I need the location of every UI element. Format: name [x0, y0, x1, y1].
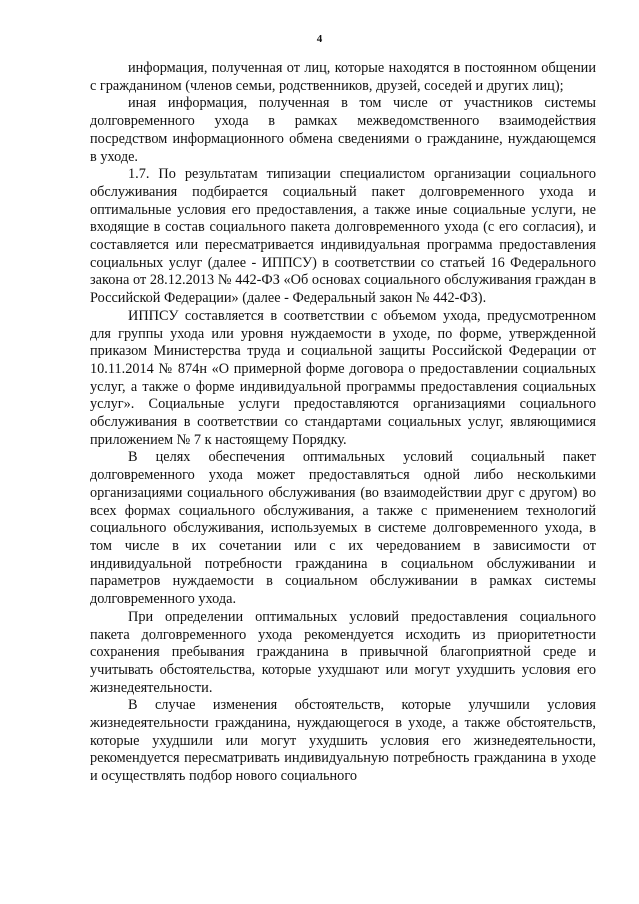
paragraph-changed-circumstances: В случае изменения обстоятельств, которые улучшили условия жизнедеятельности гражданина, нуждающегося в уходе, а также обстоятельств, которые ухудшили или могут ухудшить условия его жизнедеятельности, рекомендуется пересматривать индивидуальную потребность гражданина в уходе и осуществлять подбор нового социального: [90, 697, 596, 785]
document-body: [90, 60, 596, 786]
paragraph-priority-environment: При определении оптимальных условий предоставления социального пакета долговременного ухода рекомендуется исходить из приоритетности сохранения пребывания гражданина в привычной благоприятной среде и учитывать обстоятельства, которые ухудшают или могут ухудшить условия его жизнедеятельности.: [90, 608, 596, 696]
paragraph-family-info: информация, полученная от лиц, которые находятся в постоянном общении с гражданином (членов семьи, родственников, друзей, соседей и других лиц);: [90, 60, 596, 94]
paragraph-section-1-7: 1.7. По результатам типизации специалистом организации социального обслуживания подбирается социальный пакет долговременного ухода и оптимальные условия его предоставления, а также иные социальные услуги, не входящие в состав социального пакета долговременного ухода (с его согласия), и составляется или пересматривается индивидуальная программа предоставления социальных услуг (далее - ИППСУ) в соответствии со статьей 16 Федерального закона от 28.12.2013 № 442-ФЗ «Об основах социального обслуживания граждан в Российской Федерации» (далее - Федеральный закон № 442-ФЗ).: [90, 166, 596, 307]
paragraph-ippsu: ИППСУ составляется в соответствии с объемом ухода, предусмотренном для группы ухода или уровня нуждаемости в уходе, по форме, утвержденной приказом Министерства труда и социальной защиты Российской Федерации от 10.11.2014 № 874н «О примерной форме договора о предоставлении социальных услуг, а также о форме индивидуальной программы предоставления социальных услуг». Социальные услуги предоставляются организациями социального обслуживания в соответствии со стандартами социальных услуг, являющимися приложением № 7 к настоящему Порядку.: [90, 307, 596, 448]
paragraph-optimal-conditions: В целях обеспечения оптимальных условий социальный пакет долговременного ухода может предоставляться одной либо несколькими организациями социального обслуживания (во взаимодействии друг с другом) во всех формах социального обслуживания, а также с применением технологий социального обслуживания, используемых в системе долговременного ухода, в том числе в их сочетании или с их чередованием в зависимости от индивидуальной потребности гражданина в социальном обслуживании и параметров нуждаемости в социальном обслуживании в рамках системы долговременного ухода.: [90, 449, 596, 608]
paragraph-other-info: иная информация, полученная в том числе от участников системы долговременного ухода в рамках межведомственного взаимодействия посредством информационного обмена сведениями о гражданине, нуждающемся в уходе.: [90, 95, 596, 165]
page-number: 4: [316, 33, 323, 45]
